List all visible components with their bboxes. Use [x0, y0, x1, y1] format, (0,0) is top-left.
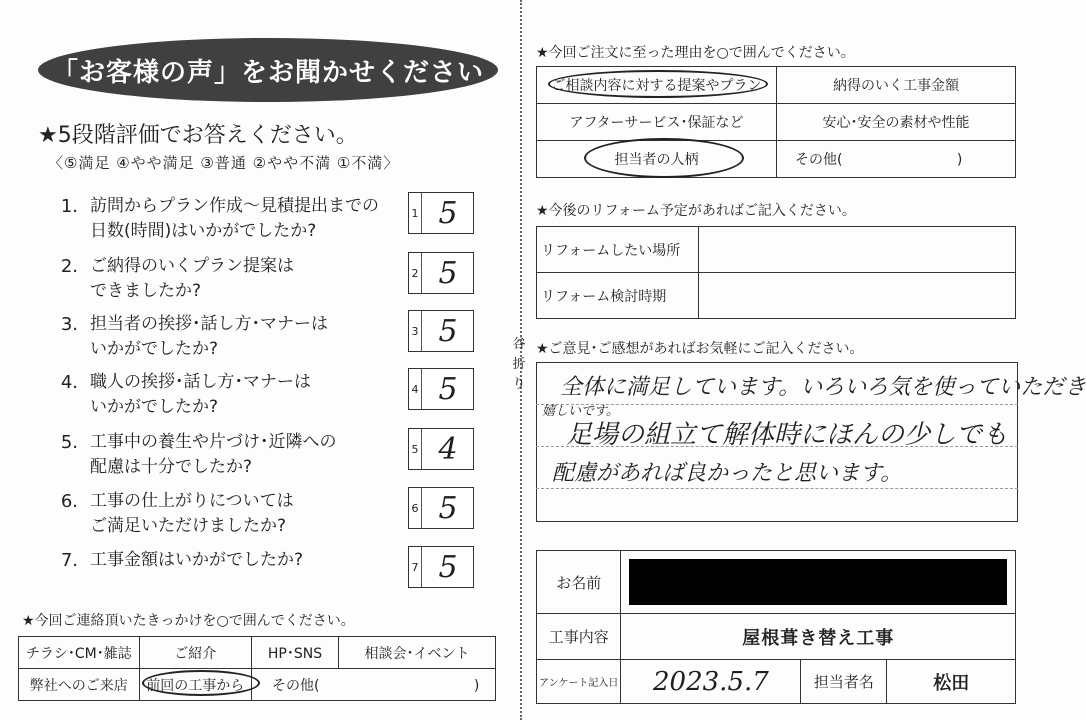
other-label: その他( — [271, 677, 320, 694]
score-value: 5 — [438, 371, 458, 407]
opinion-line: 嬉しいです。 — [542, 404, 619, 419]
question-line: 工事の仕上がりについては — [90, 491, 294, 511]
score-box[interactable] — [408, 428, 474, 470]
rule-line — [536, 488, 1018, 489]
question-number: 2. — [60, 256, 78, 277]
other-close: ) — [473, 677, 480, 694]
score-box[interactable] — [408, 310, 474, 352]
contact-heading: ★今回ご連絡頂いたきっかけを○で囲んでください。 — [22, 613, 355, 629]
question-number: 4. — [60, 372, 78, 393]
selection-circle — [548, 70, 768, 98]
contact-table — [18, 636, 496, 701]
question-text — [90, 370, 311, 420]
score-box[interactable] — [408, 252, 474, 294]
question-text — [90, 194, 379, 244]
reason-option[interactable]: 担当者の人柄 — [537, 141, 777, 178]
reason-option[interactable]: アフターサービス･保証など — [537, 104, 777, 141]
name-field — [621, 551, 1016, 614]
reason-option[interactable]: 納得のいく工事金額 — [777, 67, 1016, 104]
future-label: リフォーム検討時期 — [537, 273, 699, 319]
score-box-index: 4 — [409, 369, 422, 409]
work-label: 工事内容 — [537, 614, 621, 660]
rating-scale: 〈⑤満足 ④やや満足 ③普通 ②やや不満 ①不満〉 — [48, 154, 400, 172]
question-text — [90, 548, 303, 573]
question-line: ご満足いただけましたか? — [90, 516, 287, 536]
score-box[interactable] — [408, 546, 474, 588]
contact-option-other[interactable] — [251, 669, 495, 701]
rating-heading: ★5段階評価でお答えください。 — [38, 123, 358, 148]
score-value: 5 — [438, 549, 458, 585]
future-label: リフォームしたい場所 — [537, 227, 699, 273]
contact-option[interactable]: チラシ･CM･雑誌 — [19, 637, 140, 669]
question-line: 職人の挨拶･話し方･マナーは — [90, 372, 311, 392]
future-table — [536, 226, 1016, 319]
date-value: 2023.5.7 — [621, 660, 801, 704]
question-line: ご納得のいくプラン提案は — [90, 256, 294, 276]
opinion-line: 配慮があれば良かったと思います。 — [552, 461, 903, 486]
date-label: アンケート記入日 — [537, 660, 621, 704]
future-heading: ★今後のリフォーム予定があればご記入ください。 — [536, 203, 856, 219]
score-value: 5 — [438, 490, 458, 526]
contact-option[interactable]: 相談会･イベント — [338, 637, 495, 669]
score-box[interactable] — [408, 368, 474, 410]
score-value: 5 — [438, 195, 458, 231]
reason-option[interactable]: ご相談内容に対する提案やプラン — [537, 67, 777, 104]
staff-value: 松田 — [887, 660, 1016, 704]
future-field[interactable] — [699, 273, 1016, 319]
question-text — [90, 312, 328, 362]
question-number: 3. — [60, 314, 78, 335]
staff-label: 担当者名 — [801, 660, 887, 704]
opinion-heading: ★ご意見･ご感想があればお気軽にご記入ください。 — [536, 341, 864, 357]
score-box-index: 6 — [409, 488, 422, 528]
work-value: 屋根葺き替え工事 — [621, 614, 1016, 660]
score-box[interactable] — [408, 192, 474, 234]
question-number: 6. — [60, 491, 78, 512]
other-label: その他( — [795, 152, 843, 168]
opinion-line: 足場の組立て解体時にほんの少しでも — [566, 420, 1009, 450]
score-box-index: 5 — [409, 429, 422, 469]
question-line: 日数(時間)はいかがでしたか? — [90, 221, 317, 241]
question-line: できましたか? — [90, 281, 202, 301]
contact-option[interactable]: ご紹介 — [139, 637, 251, 669]
selection-circle — [142, 670, 260, 696]
question-number: 5. — [60, 432, 78, 453]
score-box-index: 2 — [409, 253, 422, 293]
redacted-name — [629, 559, 1007, 605]
contact-option[interactable]: 弊社へのご来店 — [19, 669, 140, 701]
question-line: 配慮は十分でしたか? — [90, 457, 253, 477]
contact-option[interactable]: HP･SNS — [251, 637, 338, 669]
question-line: いかがでしたか? — [90, 397, 219, 417]
reason-option-other[interactable] — [777, 141, 1016, 178]
selection-circle — [584, 138, 744, 178]
question-text — [90, 489, 294, 539]
other-close: ) — [956, 152, 963, 168]
question-line: 訪問からプラン作成～見積提出までの — [90, 196, 379, 216]
info-table — [536, 550, 1016, 704]
page-title: 「お客様の声」をお聞かせください — [38, 38, 498, 102]
opinion-line: 全体に満足しています。いろいろ気を使っていただき — [560, 375, 1086, 400]
reason-heading: ★今回ご注文に至った理由を○で囲んでください。 — [536, 45, 855, 61]
fold-label: 谷折り — [512, 337, 526, 392]
contact-option[interactable]: 前回の工事から — [139, 669, 251, 701]
question-text — [90, 254, 294, 304]
question-line: 工事金額はいかがでしたか? — [90, 550, 304, 570]
question-number: 7. — [60, 550, 78, 571]
score-box-index: 1 — [409, 193, 422, 233]
reason-option[interactable]: 安心･安全の素材や性能 — [777, 104, 1016, 141]
score-box-index: 3 — [409, 311, 422, 351]
score-value: 5 — [438, 313, 458, 349]
score-value: 4 — [438, 431, 458, 467]
name-label: お名前 — [537, 551, 621, 614]
question-number: 1. — [60, 196, 78, 217]
question-line: いかがでしたか? — [90, 339, 219, 359]
question-line: 工事中の養生や片づけ･近隣への — [90, 432, 337, 452]
future-field[interactable] — [699, 227, 1016, 273]
question-text — [90, 430, 337, 480]
score-box-index: 7 — [409, 547, 422, 587]
score-value: 5 — [438, 255, 458, 291]
score-box[interactable] — [408, 487, 474, 529]
question-line: 担当者の挨拶･話し方･マナーは — [90, 314, 328, 334]
